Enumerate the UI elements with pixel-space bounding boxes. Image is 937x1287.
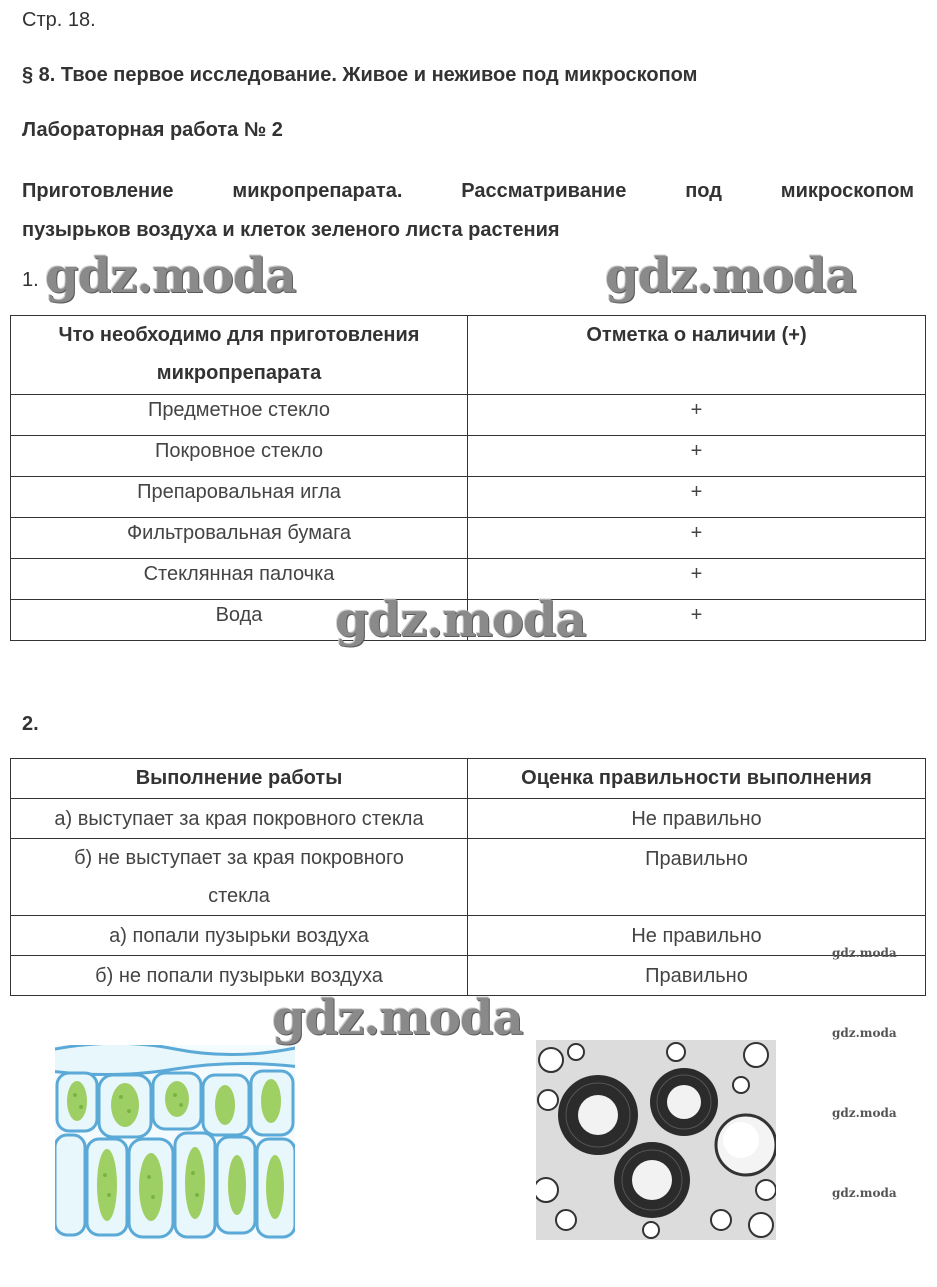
watermark-logo: gdz.moda [605,248,856,304]
lab-title-line-1: Приготовление микропрепарата. Рассматривание под микроскопом [22,180,914,202]
watermark-small: gdz.moda [832,1186,897,1200]
table-row [11,477,926,518]
air-bubbles-image [536,1040,776,1240]
task-2-number: 2. [22,713,39,735]
material-name: Покровное стекло [11,436,468,477]
table-row [11,436,926,477]
materials-column-header: Что необходимо для приготовления микропрепарата [11,316,468,395]
procedure-step: а) попали пузырьки воздуха [11,916,468,956]
lab-title-line-2: пузырьков воздуха и клеток зеленого листа растения [22,219,560,241]
material-name: Стеклянная палочка [11,559,468,600]
procedure-step: б) не выступает за края покровного стекла [11,839,468,916]
procedure-table [10,758,926,996]
presence-mark: + [468,559,926,600]
procedure-grade: Правильно [468,839,926,916]
leaf-cells-image [55,1045,295,1240]
lab-work-title: Лабораторная работа № 2 [22,119,283,141]
presence-mark: + [468,600,926,641]
air-bubbles-drawing [536,1040,776,1240]
table-header-row [11,759,926,799]
presence-mark: + [468,477,926,518]
material-name: Предметное стекло [11,395,468,436]
watermark-small: gdz.moda [832,1106,897,1120]
table-row [11,839,926,916]
procedure-grade: Не правильно [468,916,926,956]
procedure-grade: Правильно [468,956,926,996]
procedure-step: а) выступает за края покровного стекла [11,799,468,839]
material-name: Вода [11,600,468,641]
table-header-row [11,316,926,395]
table-row [11,518,926,559]
presence-mark: + [468,436,926,477]
grade-column-header: Оценка правильности выполнения [468,759,926,799]
watermark-small: gdz.moda [832,1026,897,1040]
material-name: Фильтровальная бумага [11,518,468,559]
watermark-logo: gdz.moda [335,592,586,648]
watermark-small: gdz.moda [832,946,897,960]
lab-work-subject [22,172,914,250]
table-row [11,916,926,956]
page-ref: Стр. 18. [22,9,96,31]
procedure-column-header: Выполнение работы [11,759,468,799]
procedure-grade: Не правильно [468,799,926,839]
procedure-step: б) не попали пузырьки воздуха [11,956,468,996]
table-row [11,395,926,436]
mark-column-header: Отметка о наличии (+) [468,316,926,395]
presence-mark: + [468,518,926,559]
task-1-number: 1. [22,269,39,291]
leaf-cells-drawing [55,1045,295,1240]
material-name: Препаровальная игла [11,477,468,518]
table-row [11,799,926,839]
section-title: § 8. Твое первое исследование. Живое и неживое под микроскопом [22,64,698,86]
watermark-logo: gdz.moda [272,990,523,1046]
watermark-logo: gdz.moda [45,248,296,304]
presence-mark: + [468,395,926,436]
